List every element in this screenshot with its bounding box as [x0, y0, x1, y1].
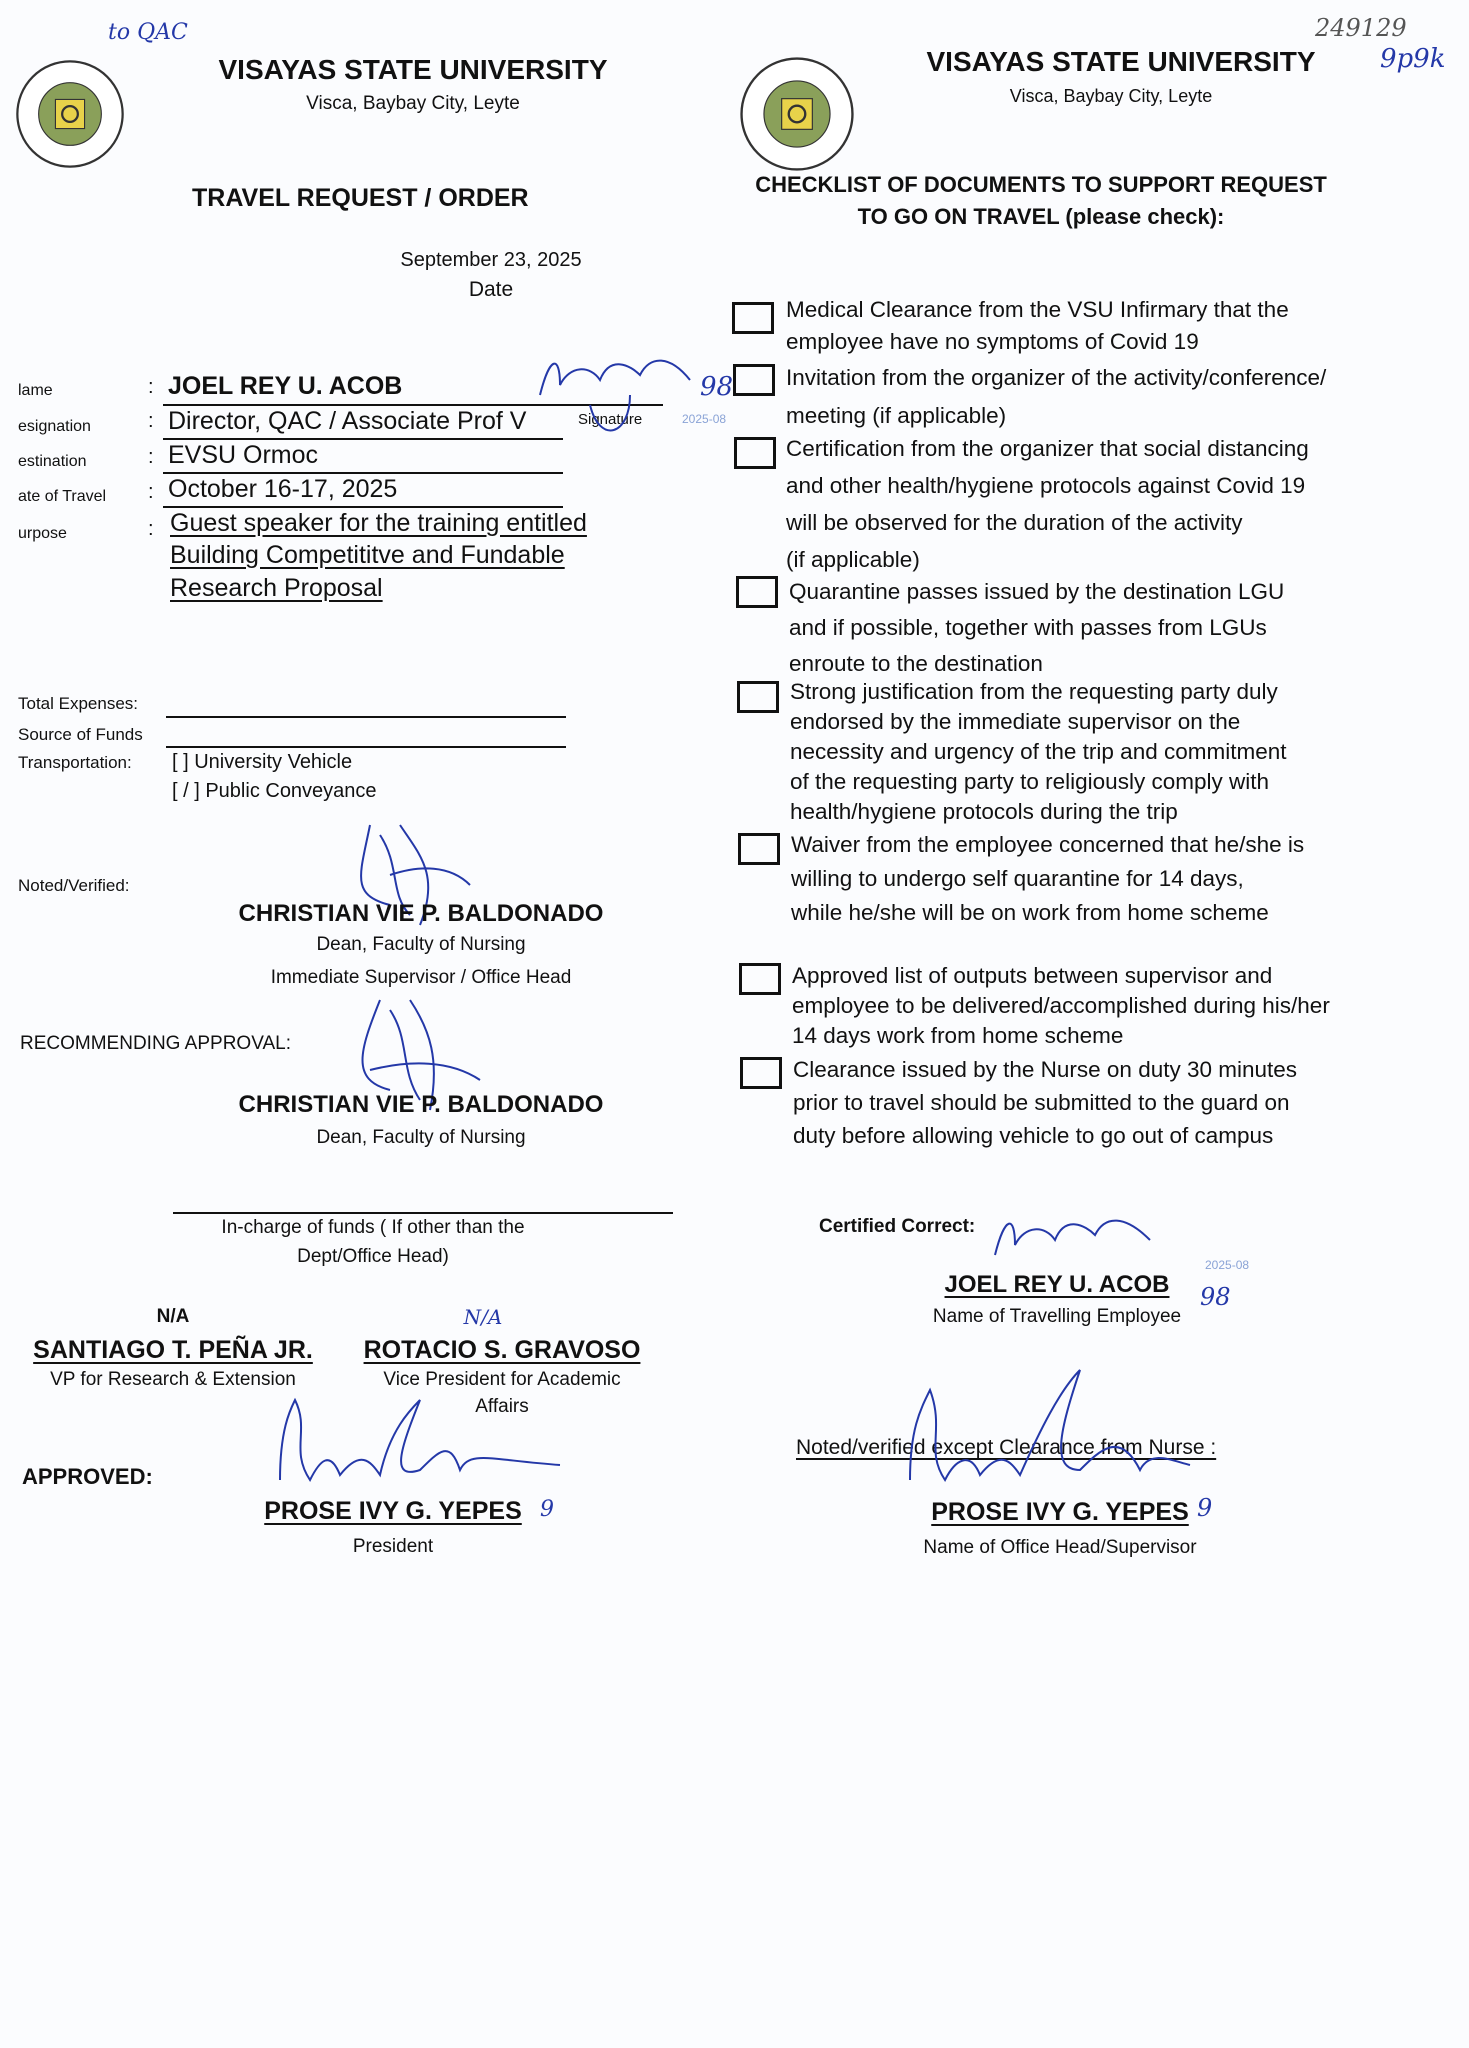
- vp-academic-na: N/A: [463, 1305, 503, 1329]
- university-seal-right: [738, 55, 856, 173]
- certified-correct-label: Certified Correct:: [819, 1216, 976, 1237]
- date-stamp-right: 2025-08: [1205, 1258, 1250, 1272]
- checklist-item-quarantine-passes: Quarantine passes issued by the destination LGU and if possible, together with passes from LGUs enroute to the destination: [789, 579, 1285, 676]
- checklist-item-approved-outputs: Approved list of outputs between supervisor and employee to be delivered/accomplished during his/her 14 days work from home scheme: [792, 963, 1330, 1048]
- recommending-title: Dean, Faculty of Nursing: [316, 1127, 526, 1148]
- vp-research-name: SANTIAGO T. PEÑA JR.: [33, 1336, 313, 1364]
- president-name: PROSE IVY G. YEPES: [264, 1497, 522, 1525]
- date-stamp: 2025-08: [682, 412, 727, 426]
- name-label: lame: [18, 382, 53, 399]
- checkbox-approved-outputs[interactable]: [739, 963, 781, 995]
- form-title: TRAVEL REQUEST / ORDER: [192, 184, 529, 212]
- noted-title-1: Dean, Faculty of Nursing: [316, 934, 526, 955]
- checkbox-nurse-clearance[interactable]: [740, 1057, 782, 1089]
- purpose-label: urpose: [18, 525, 67, 542]
- funds-caption-1: In-charge of funds ( If other than the: [221, 1217, 525, 1238]
- reference-number: 249129: [1315, 14, 1407, 42]
- transport-university-vehicle[interactable]: [ ] University Vehicle: [172, 751, 353, 773]
- recommending-name: CHRISTIAN VIE P. BALDONADO: [238, 1091, 604, 1118]
- recommending-approval-label: RECOMMENDING APPROVAL:: [20, 1033, 291, 1054]
- traveller-name: JOEL REY U. ACOB: [944, 1271, 1170, 1298]
- source-of-funds-label: Source of Funds: [18, 725, 143, 744]
- checklist-item-justification: Strong justification from the requesting party duly endorsed by the immediate supervisor on the necessity and urgency of the trip and commitment of the requesting party to religiously comply with health/hygiene protocols during the trip: [790, 679, 1287, 824]
- checklist-title-2: TO GO ON TRAVEL (please check):: [857, 204, 1225, 229]
- university-name-right: VISAYAS STATE UNIVERSITY: [926, 46, 1316, 77]
- president-title: President: [352, 1536, 434, 1557]
- office-head-caption: Name of Office Head/Supervisor: [923, 1537, 1197, 1558]
- destination-value: EVSU Ormoc: [168, 441, 319, 469]
- noted-verified-label: Noted/Verified:: [18, 876, 130, 895]
- noted-except-nurse: Noted/verified except Clearance from Nurse :: [796, 1436, 1217, 1459]
- initials-top: 9p9k: [1380, 44, 1446, 74]
- date-of-travel-value: October 16-17, 2025: [168, 475, 398, 503]
- destination-label: estination: [18, 453, 87, 470]
- funds-caption-2: Dept/Office Head): [297, 1246, 449, 1267]
- checklist-item-medical-clearance: Medical Clearance from the VSU Infirmary that the employee have no symptoms of Covid 19: [786, 297, 1289, 354]
- university-address: Visca, Baybay City, Leyte: [306, 93, 520, 114]
- initial-9: 9: [540, 1497, 554, 1522]
- transportation-label: Transportation:: [18, 753, 132, 772]
- purpose-line-1: Guest speaker for the training entitled: [170, 509, 587, 537]
- initial-9-right: 9: [1197, 1494, 1213, 1522]
- checkbox-certification[interactable]: [734, 437, 776, 469]
- checklist-item-waiver: Waiver from the employee concerned that he/she is willing to undergo self quarantine for 14 days, while he/she will be on work from home scheme: [791, 832, 1305, 925]
- checklist-item-invitation: Invitation from the organizer of the activity/conference/ meeting (if applicable): [786, 365, 1327, 428]
- designation-value: Director, QAC / Associate Prof V: [168, 407, 527, 435]
- office-head-name: PROSE IVY G. YEPES: [931, 1498, 1189, 1526]
- checkbox-quarantine-passes[interactable]: [736, 576, 778, 608]
- vp-academic-name: ROTACIO S. GRAVOSO: [363, 1336, 641, 1364]
- checklist-item-certification: Certification from the organizer that social distancing and other health/hygiene protocols against Covid 19 will be observed for the duration of the activity (if applicable): [786, 436, 1309, 572]
- purpose-line-2: Building Competititve and Fundable: [170, 541, 565, 569]
- date-label: Date: [468, 278, 514, 301]
- signature-label: Signature: [578, 411, 643, 428]
- university-address-right: Visca, Baybay City, Leyte: [1009, 86, 1213, 106]
- noted-title-2: Immediate Supervisor / Office Head: [270, 967, 572, 988]
- vp-academic-title-1: Vice President for Academic: [383, 1369, 621, 1390]
- to-qac-note: to QAC: [108, 20, 188, 45]
- total-expenses-label: Total Expenses:: [18, 694, 139, 713]
- date-of-travel-label: ate of Travel: [18, 488, 107, 505]
- purpose-line-3: Research Proposal: [170, 574, 383, 602]
- signature-yepes-2: [900, 1370, 1200, 1500]
- vp-research-title: VP for Research & Extension: [50, 1369, 296, 1390]
- vp-academic-title-2: Affairs: [475, 1396, 529, 1417]
- signature-yepes-1: [270, 1390, 570, 1510]
- initials-98-right: 98: [1200, 1283, 1231, 1311]
- checklist-item-nurse-clearance: Clearance issued by the Nurse on duty 30 minutes prior to travel should be submitted to the guard on duty before allowing vehicle to go out of campus: [793, 1057, 1298, 1148]
- traveller-caption: Name of Travelling Employee: [932, 1306, 1182, 1327]
- checkbox-invitation[interactable]: [733, 364, 775, 396]
- checkbox-justification[interactable]: [737, 681, 779, 713]
- vp-research-na: N/A: [156, 1306, 190, 1327]
- university-name: VISAYAS STATE UNIVERSITY: [218, 54, 608, 85]
- initials-98: 98: [700, 372, 734, 402]
- checkbox-medical-clearance[interactable]: [732, 302, 774, 334]
- approved-label: APPROVED:: [22, 1464, 153, 1489]
- date-value: September 23, 2025: [400, 249, 582, 271]
- name-value: JOEL REY U. ACOB: [168, 372, 403, 400]
- transport-public-conveyance[interactable]: [ / ] Public Conveyance: [172, 780, 377, 802]
- checklist-title-1: CHECKLIST OF DOCUMENTS TO SUPPORT REQUEST: [755, 172, 1327, 197]
- noted-name: CHRISTIAN VIE P. BALDONADO: [238, 900, 604, 927]
- university-seal: [14, 58, 126, 170]
- designation-label: esignation: [18, 418, 91, 435]
- checkbox-waiver[interactable]: [738, 833, 780, 865]
